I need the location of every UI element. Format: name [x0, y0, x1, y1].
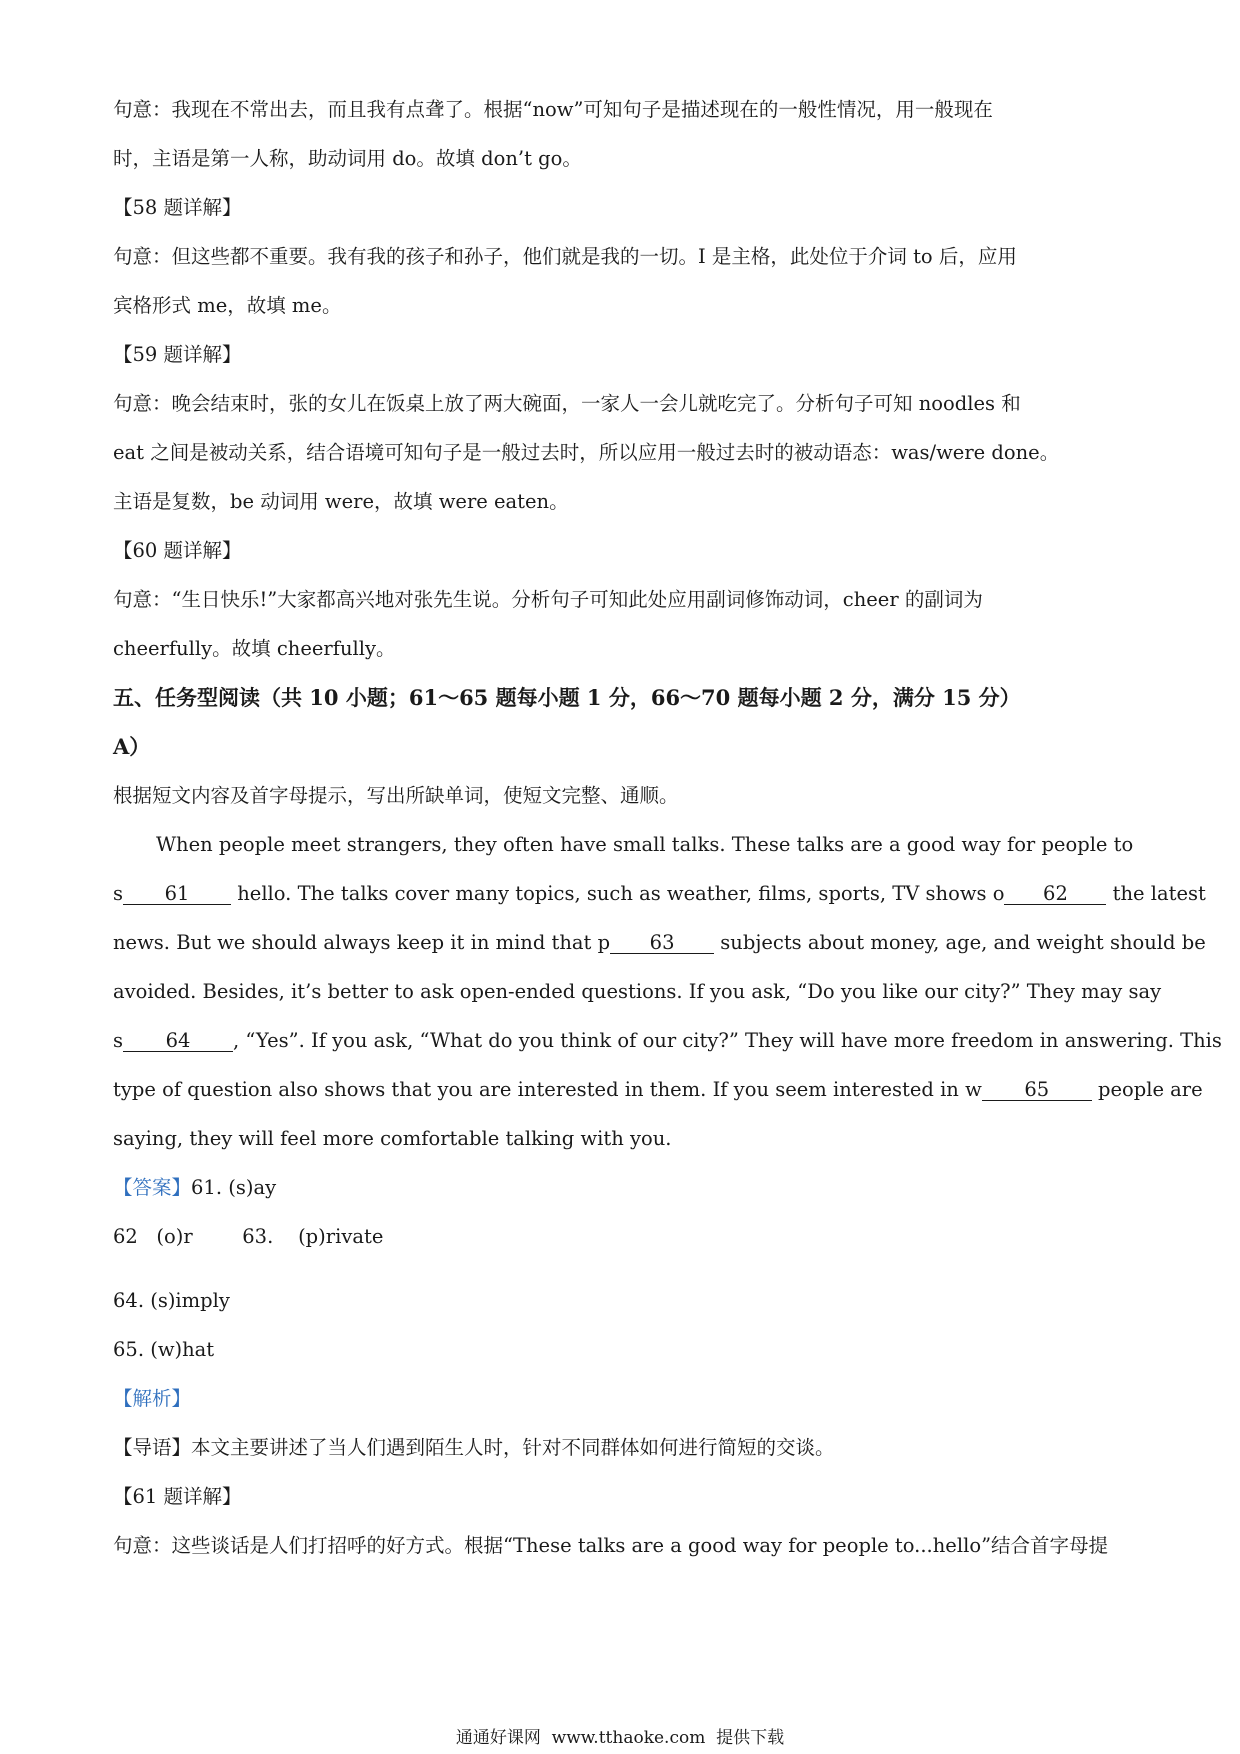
blank-63: 63 [610, 933, 714, 954]
explanation-line: 句意：这些谈话是人们打招呼的好方式。根据“These talks are a good way for people to...hello”结合首字母提 [113, 1534, 1109, 1557]
explanation-line: 时，主语是第一人称，助动词用 do。故填 don’t go。 [113, 147, 582, 170]
question-59-heading: 【59 题详解】 [113, 343, 242, 366]
explanation-line: 句意：我现在不常出去，而且我有点聋了。根据“now”可知句子是描述现在的一般性情况，用一般现在 [113, 98, 993, 121]
part-label: A） [113, 734, 151, 759]
explanation-line: 句意：晚会结束时，张的女儿在饭桌上放了两大碗面，一家人一会儿就吃完了。分析句子可知 noodles 和 [113, 392, 1021, 415]
question-58-heading: 【58 题详解】 [113, 196, 242, 219]
question-60-heading: 【60 题详解】 [113, 539, 242, 562]
explanation-line: 宾格形式 me，故填 me。 [113, 294, 342, 317]
passage-line: s 64 , “Yes”. If you ask, “What do you think of our city?” They will have more freedom in answering. This [113, 1029, 1222, 1052]
passage-line: s 61 hello. The talks cover many topics, such as weather, films, sports, TV shows o 62 the latest [113, 882, 1206, 905]
instruction: 根据短文内容及首字母提示，写出所缺单词，使短文完整、通顺。 [113, 784, 679, 807]
answer-label: 【答案】 [113, 1176, 192, 1199]
blank-61: 61 [123, 884, 231, 905]
passage-line: When people meet strangers, they often have small talks. These talks are a good way for people to [156, 833, 1134, 856]
answer-line: 64. (s)imply [113, 1289, 230, 1312]
passage-line: saying, they will feel more comfortable talking with you. [113, 1127, 672, 1150]
section-heading: 五、任务型阅读（共 10 小题；61～65 题每小题 1 分，66～70 题每小题 2 分，满分 15 分） [113, 685, 1021, 710]
passage-line: type of question also shows that you are interested in them. If you seem interested in w 65 people are [113, 1078, 1203, 1101]
blank-64: 64 [123, 1031, 233, 1052]
explanation-line: 句意：但这些都不重要。我有我的孩子和孙子，他们就是我的一切。I 是主格，此处位于介词 to 后，应用 [113, 245, 1017, 268]
passage-line: news. But we should always keep it in mind that p 63 subjects about money, age, and weight should be [113, 931, 1206, 954]
explanation-line: eat 之间是被动关系，结合语境可知句子是一般过去时，所以应用一般过去时的被动语态：was/were done。 [113, 441, 1060, 464]
question-61-heading: 【61 题详解】 [113, 1485, 242, 1508]
footer-credit: 通通好课网 www.tthaoke.com 提供下载 [455, 1728, 785, 1748]
answer-line: 62 (o)r 63. (p)rivate [113, 1225, 384, 1248]
blank-65: 65 [982, 1080, 1092, 1101]
document-page [113, 98, 1222, 1583]
explanation-line: 主语是复数，be 动词用 were，故填 were eaten。 [113, 490, 569, 513]
analysis-label: 【解析】 [113, 1387, 192, 1410]
explanation-line: cheerfully。故填 cheerfully。 [113, 637, 396, 660]
answer-line: 【答案】61. (s)ay [113, 1176, 277, 1199]
blank-62: 62 [1004, 884, 1106, 905]
passage-line: avoided. Besides, it’s better to ask open-ended questions. If you ask, “Do you like our city?” They may say [113, 980, 1162, 1003]
guide-line: 【导语】本文主要讲述了当人们遇到陌生人时，针对不同群体如何进行简短的交谈。 [113, 1436, 835, 1459]
explanation-line: 句意：“生日快乐!”大家都高兴地对张先生说。分析句子可知此处应用副词修饰动词，cheer 的副词为 [113, 588, 983, 611]
answer-line: 65. (w)hat [113, 1338, 215, 1361]
